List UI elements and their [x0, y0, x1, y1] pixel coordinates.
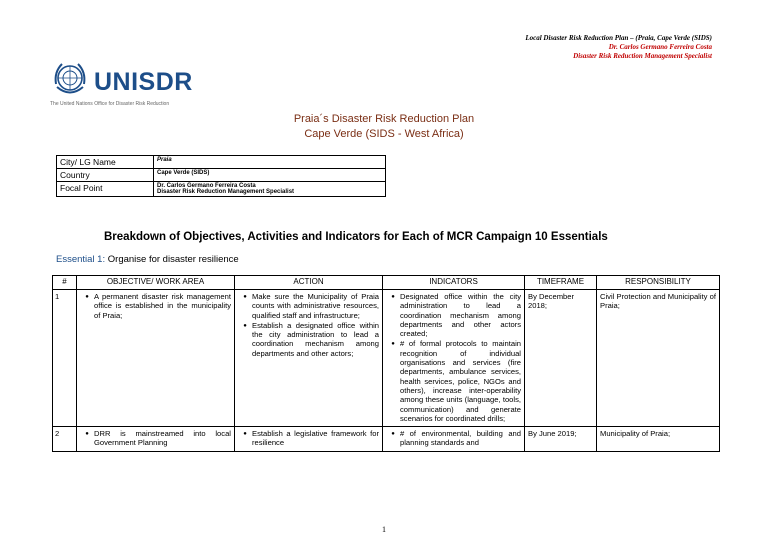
- col-header: TIMEFRAME: [525, 276, 597, 290]
- info-value: Cape Verde (SIDS): [154, 169, 386, 182]
- indicator-cell: [383, 427, 525, 452]
- page-number: 1: [382, 525, 386, 534]
- bullet-icon: ●: [243, 294, 247, 300]
- bullet-icon: ●: [243, 322, 247, 329]
- table-header-row: [53, 276, 720, 290]
- indicator-text: # of environmental, building and planning standards and: [400, 429, 521, 448]
- bullet-icon: ●: [85, 431, 89, 438]
- logo-brand: UNISDR: [94, 68, 193, 96]
- action-text: Establish a designated office within the city administration to lead a coordination mechanism among departments and other actors;: [252, 320, 379, 358]
- info-value: [154, 182, 386, 197]
- action-cell: [235, 290, 383, 427]
- responsibility-cell: Civil Protection and Municipality of Praia;: [597, 290, 720, 427]
- col-header: ACTION: [235, 276, 383, 290]
- indicator-text: Designated office within the city administration to lead a coordination mechanism among departments and other actors created;: [400, 292, 521, 339]
- essential-heading: [56, 254, 239, 265]
- plan-title: Praia´s Disaster Risk Reduction Plan: [293, 113, 475, 125]
- un-emblem-icon: [50, 58, 90, 100]
- info-row: [57, 182, 386, 197]
- row-number: 2: [53, 427, 77, 452]
- header-line-3: Disaster Risk Reduction Management Specialist: [573, 52, 712, 60]
- indicator-cell: [383, 290, 525, 427]
- col-header: #: [53, 276, 77, 290]
- unisdr-logo: [50, 58, 210, 110]
- info-key: Country: [57, 169, 154, 182]
- bullet-icon: ●: [391, 431, 395, 438]
- breakdown-title: Breakdown of Objectives, Activities and Indicators for Each of MCR Campaign 10 Essentials: [104, 231, 608, 243]
- info-value: [154, 156, 386, 169]
- info-row: [57, 169, 386, 182]
- focal-point-role: Disaster Risk Reduction Management Specialist: [157, 189, 295, 195]
- row-number: 1: [53, 290, 77, 427]
- col-header: OBJECTIVE/ WORK AREA: [77, 276, 235, 290]
- city-name: Praia: [157, 157, 172, 163]
- header-line-2: Dr. Carlos Germano Ferreira Costa: [608, 43, 712, 51]
- bullet-icon: ●: [243, 431, 247, 438]
- info-table: [56, 155, 386, 197]
- action-text: Establish a legislative framework for resilience: [252, 429, 379, 448]
- info-key: Focal Point: [57, 182, 154, 197]
- plan-subtitle: Cape Verde (SIDS - West Africa): [304, 128, 464, 140]
- info-key: City/ LG Name: [57, 156, 154, 169]
- essential-label: Essential 1:: [56, 254, 106, 265]
- bullet-icon: ●: [391, 341, 395, 348]
- objective-text: DRR is mainstreamed into local Government Planning: [94, 429, 231, 448]
- objective-text: A permanent disaster risk management office is established in the municipality of Praia;: [94, 292, 231, 320]
- bullet-icon: ●: [391, 294, 395, 300]
- logo-tagline: The United Nations Office for Disaster Risk Reduction: [50, 101, 170, 107]
- essential-text: Organise for disaster resilience: [107, 254, 239, 265]
- focal-point-name: Dr. Carlos Germano Ferreira Costa: [157, 183, 256, 189]
- objective-cell: [77, 290, 235, 427]
- table-row: [53, 427, 720, 452]
- responsibility-cell: Municipality of Praia;: [597, 427, 720, 452]
- header-line-1: Local Disaster Risk Reduction Plan – (Praia, Cape Verde (SIDS): [525, 34, 712, 42]
- running-header: [525, 34, 712, 61]
- objectives-table: [52, 275, 720, 452]
- action-cell: [235, 427, 383, 452]
- info-row: [57, 156, 386, 169]
- bullet-icon: ●: [85, 294, 89, 300]
- table-row: [53, 290, 720, 427]
- indicator-text: # of formal protocols to maintain recognition of individual organisations and services (fire departments, ambulance services, health services, police, NGOs and others), increase inter-operability among these units (language, tools, communication) and generate scenarios for coordinated drills;: [400, 339, 521, 423]
- col-header: RESPONSIBILITY: [597, 276, 720, 290]
- timeframe-cell: By June 2019;: [525, 427, 597, 452]
- timeframe-cell: By December 2018;: [525, 290, 597, 427]
- action-text: Make sure the Municipality of Praia counts with administrative resources, qualified staff and infrastructure;: [252, 292, 379, 320]
- col-header: INDICATORS: [383, 276, 525, 290]
- objective-cell: [77, 427, 235, 452]
